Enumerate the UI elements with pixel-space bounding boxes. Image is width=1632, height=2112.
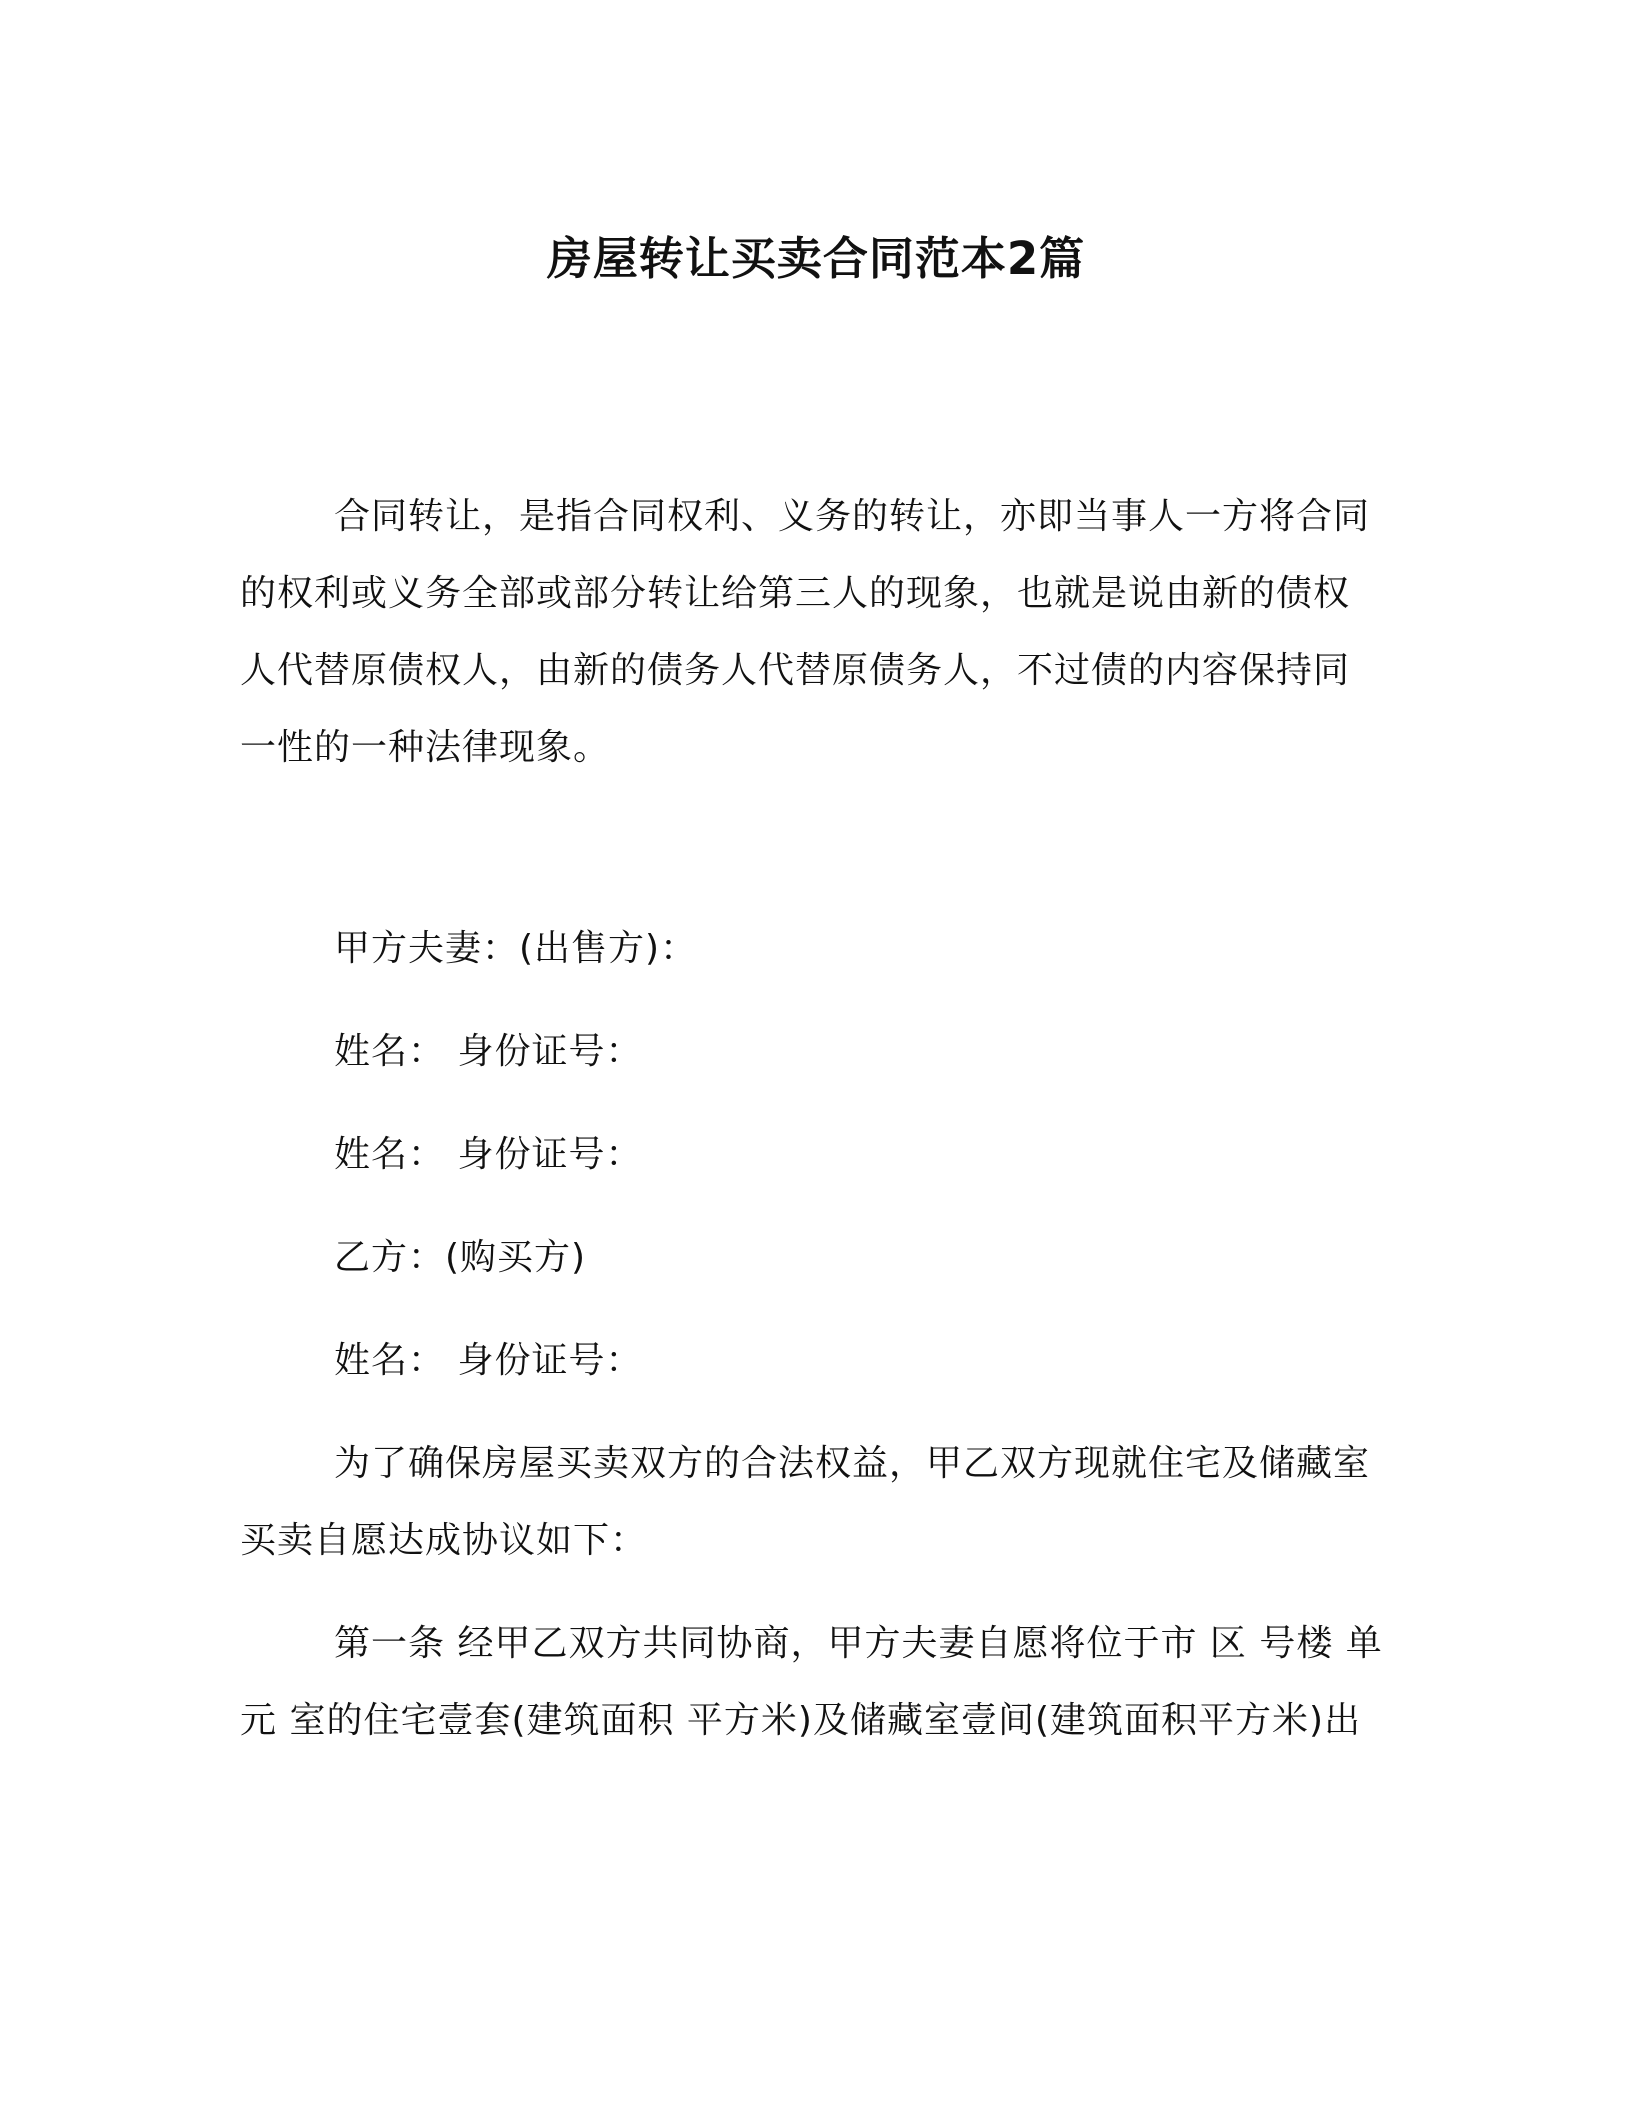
party-a-person-1: 姓名： 身份证号：: [334, 1031, 643, 1072]
document-title: 房屋转让买卖合同范本2篇: [546, 232, 1086, 285]
article-1-line-1: 第一条 经甲乙双方共同协商，甲方夫妻自愿将位于市 区 号楼 单: [334, 1623, 1383, 1664]
article-1-line-2: 元 室的住宅壹套(建筑面积 平方米)及储藏室壹间(建筑面积平方米)出: [240, 1700, 1362, 1741]
party-a-person-2: 姓名： 身份证号：: [334, 1134, 643, 1175]
intro-line-4: 一性的一种法律现象。: [240, 727, 611, 768]
purpose-line-2: 买卖自愿达成协议如下：: [240, 1520, 648, 1561]
intro-line-2: 的权利或义务全部或部分转让给第三人的现象，也就是说由新的债权: [240, 573, 1351, 614]
party-b-person-1: 姓名： 身份证号：: [334, 1340, 643, 1381]
party-a-heading: 甲方夫妻：(出售方)：: [334, 928, 698, 969]
purpose-line-1: 为了确保房屋买卖双方的合法权益，甲乙双方现就住宅及储藏室: [334, 1443, 1371, 1484]
party-b-heading: 乙方：(购买方): [334, 1237, 587, 1278]
intro-line-1: 合同转让，是指合同权利、义务的转让，亦即当事人一方将合同: [334, 496, 1371, 537]
intro-line-3: 人代替原债权人，由新的债务人代替原债务人，不过债的内容保持同: [240, 650, 1351, 691]
